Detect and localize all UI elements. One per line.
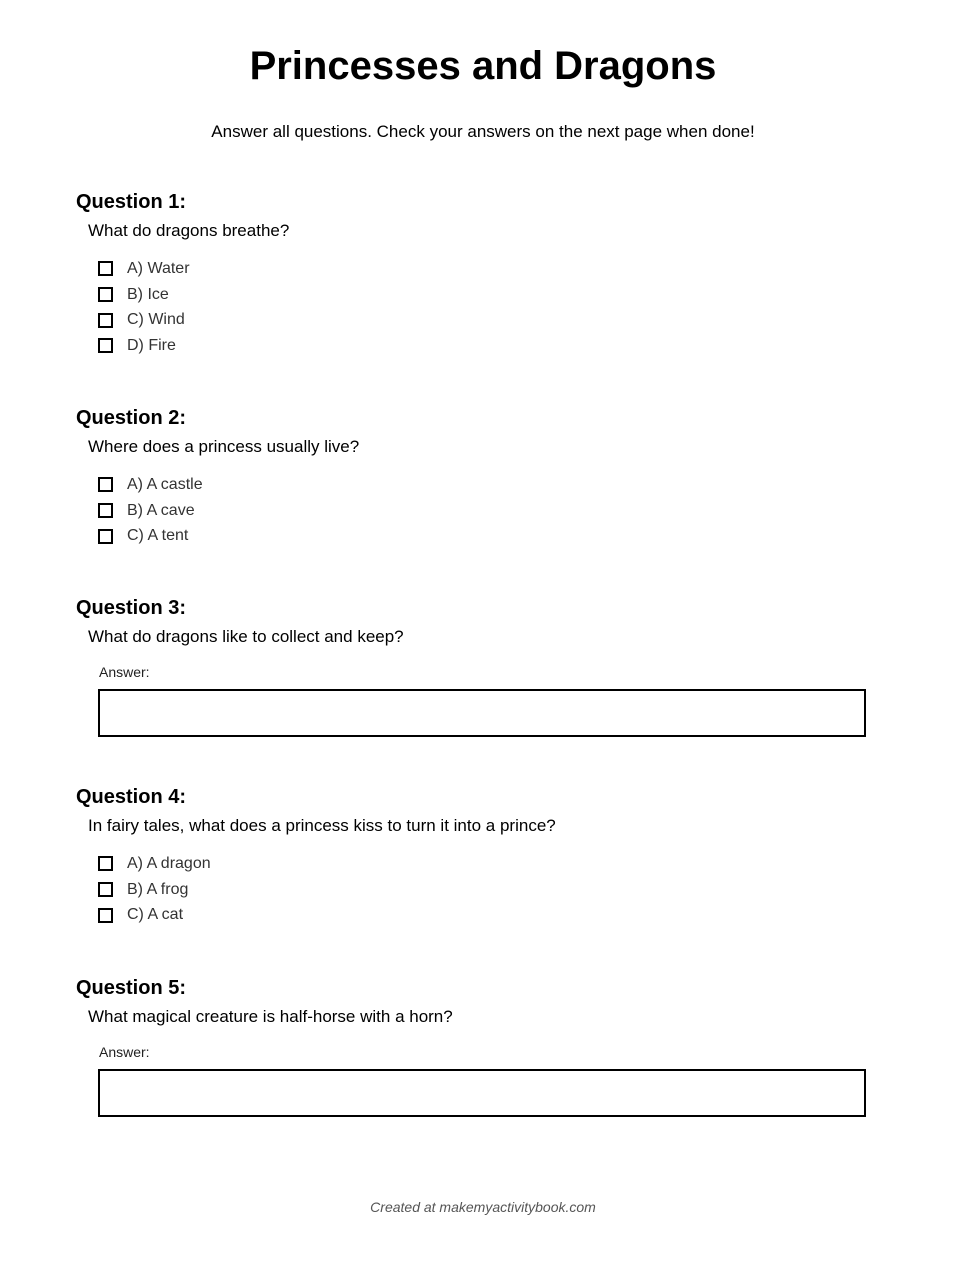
option-c[interactable] [98,523,876,549]
checkbox[interactable] [98,908,113,923]
option-label: B) Ice [127,285,169,303]
question-heading: Question 1: [76,191,187,213]
question-1 [76,189,876,359]
question-text: Where does a princess usually live? [88,437,360,456]
question-5 [76,975,876,1117]
question-heading: Question 4: [76,786,187,808]
question-heading: Question 3: [76,597,187,619]
checkbox[interactable] [98,529,113,544]
option-a[interactable] [98,851,876,877]
checkbox[interactable] [98,477,113,492]
option-label: B) A cave [127,501,195,519]
option-label: A) A castle [127,475,203,493]
option-a[interactable] [98,256,876,282]
options-list [98,472,876,549]
answer-input[interactable] [98,689,866,737]
option-d[interactable] [98,333,876,359]
question-text: What do dragons breathe? [88,221,290,240]
answer-label: Answer: [99,1044,150,1060]
answer-input[interactable] [98,1069,866,1117]
option-label: C) Wind [127,311,185,329]
checkbox[interactable] [98,882,113,897]
question-2 [76,405,876,549]
question-4 [76,784,876,928]
answer-label: Answer: [99,664,150,680]
footer-credit: Created at makemyactivitybook.com [370,1199,596,1215]
options-list [98,851,876,928]
page-title: Princesses and Dragons [249,44,717,88]
question-heading: Question 2: [76,407,187,429]
option-label: B) A frog [127,880,189,898]
option-a[interactable] [98,472,876,498]
question-3 [76,595,876,737]
option-label: A) Water [127,259,190,277]
option-b[interactable] [98,877,876,903]
option-c[interactable] [98,902,876,928]
checkbox[interactable] [98,261,113,276]
checkbox[interactable] [98,338,113,353]
option-label: A) A dragon [127,854,211,872]
option-c[interactable] [98,307,876,333]
option-b[interactable] [98,498,876,524]
option-label: D) Fire [127,336,176,354]
checkbox[interactable] [98,503,113,518]
checkbox[interactable] [98,287,113,302]
instructions: Answer all questions. Check your answers on the next page when done! [211,122,755,141]
question-text: What do dragons like to collect and keep? [88,627,404,646]
option-b[interactable] [98,282,876,308]
question-text: What magical creature is half-horse with a horn? [88,1007,453,1026]
option-label: C) A tent [127,527,189,545]
options-list [98,256,876,359]
question-heading: Question 5: [76,977,187,999]
checkbox[interactable] [98,313,113,328]
option-label: C) A cat [127,906,184,924]
checkbox[interactable] [98,856,113,871]
question-text: In fairy tales, what does a princess kiss to turn it into a prince? [88,816,556,835]
